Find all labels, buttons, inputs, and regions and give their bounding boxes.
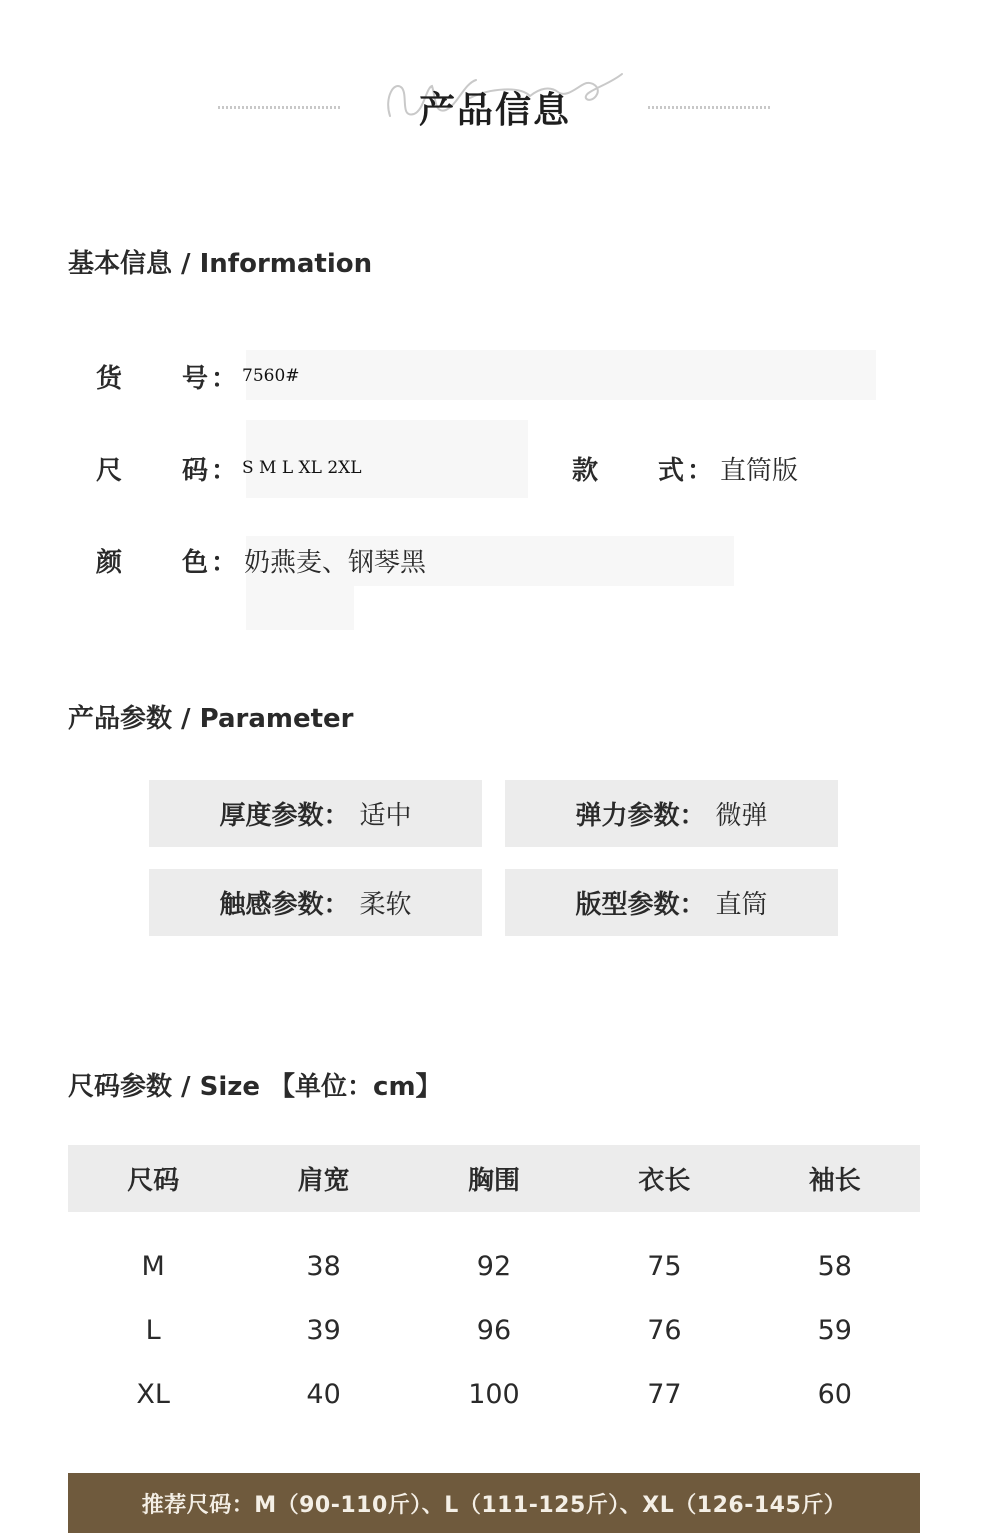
param-value: 适中	[359, 801, 412, 831]
label-char: 尺	[96, 455, 123, 486]
param-label: 版型参数：	[575, 890, 706, 920]
table-cell: L	[145, 1314, 161, 1346]
table-cell: 38	[306, 1250, 341, 1282]
item-number-value: 7560#	[242, 366, 300, 386]
param-card-fit	[505, 869, 838, 936]
table-cell: XL	[136, 1378, 170, 1410]
table-cell: M	[141, 1250, 165, 1282]
size-label	[96, 450, 208, 487]
basic-info-heading: 基本信息 / Information	[68, 249, 373, 279]
label-char: 码	[181, 455, 208, 486]
table-cell: 96	[476, 1314, 512, 1346]
label-char: 色	[181, 547, 208, 578]
table-cell: 100	[468, 1378, 520, 1410]
label-char: 颜	[96, 547, 123, 578]
label-char: 货	[96, 363, 123, 394]
param-value: 直筒	[715, 890, 768, 920]
page-title: 产品信息	[418, 90, 571, 131]
column-header: 尺码	[127, 1166, 180, 1196]
size-recommendation-text: 推荐尺码：M（90-110斤）、L（111-125斤）、XL（126-145斤）	[141, 1492, 847, 1518]
table-cell: 58	[817, 1250, 852, 1282]
table-row	[68, 1362, 920, 1426]
table-cell: 77	[647, 1378, 682, 1410]
color-value: 奶燕麦、钢琴黑	[244, 547, 427, 578]
item-number-label	[96, 358, 208, 395]
colon: ：	[210, 547, 237, 578]
label-char: 号	[181, 363, 208, 394]
param-label: 厚度参数：	[219, 801, 350, 831]
label-char: 款	[572, 455, 599, 486]
colon: ：	[210, 455, 237, 486]
header-divider-right	[648, 106, 772, 109]
table-cell: 75	[647, 1250, 682, 1282]
table-cell: 92	[476, 1250, 512, 1282]
parameter-heading: 产品参数 / Parameter	[68, 704, 354, 734]
table-cell: 60	[817, 1378, 852, 1410]
label-char: 式	[657, 455, 684, 486]
style-label	[572, 450, 684, 487]
size-recommendation-bar	[68, 1473, 920, 1533]
table-cell: 40	[306, 1378, 341, 1410]
color-label	[96, 542, 208, 579]
table-cell: 39	[306, 1314, 341, 1346]
info-row-size	[96, 448, 362, 488]
param-value: 柔软	[359, 890, 412, 920]
column-header: 胸围	[467, 1166, 520, 1196]
size-chart-heading: 尺码参数 / Size 【单位：cm】	[68, 1072, 442, 1102]
size-table-header	[68, 1145, 920, 1212]
faint-background-patch	[246, 586, 354, 630]
table-cell: 76	[647, 1314, 682, 1346]
column-header: 衣长	[638, 1166, 691, 1196]
size-value: S M L XL 2XL	[242, 458, 362, 478]
param-card-feel	[149, 869, 482, 936]
info-row-item-number	[96, 356, 300, 396]
column-header: 袖长	[808, 1166, 861, 1196]
param-value: 微弹	[715, 801, 768, 831]
colon: ：	[210, 363, 237, 394]
param-card-elasticity	[505, 780, 838, 847]
column-header: 肩宽	[297, 1166, 350, 1196]
colon: ：	[686, 455, 713, 486]
info-row-color	[96, 540, 426, 580]
param-label: 弹力参数：	[575, 801, 706, 831]
param-label: 触感参数：	[219, 890, 350, 920]
table-row	[68, 1234, 920, 1298]
table-cell: 59	[817, 1314, 852, 1346]
size-table	[68, 1145, 920, 1426]
style-value: 直筒版	[720, 455, 799, 486]
faint-background-patch	[246, 350, 876, 400]
info-row-style	[572, 448, 798, 488]
table-row	[68, 1298, 920, 1362]
page-header	[0, 50, 990, 150]
param-card-thickness	[149, 780, 482, 847]
